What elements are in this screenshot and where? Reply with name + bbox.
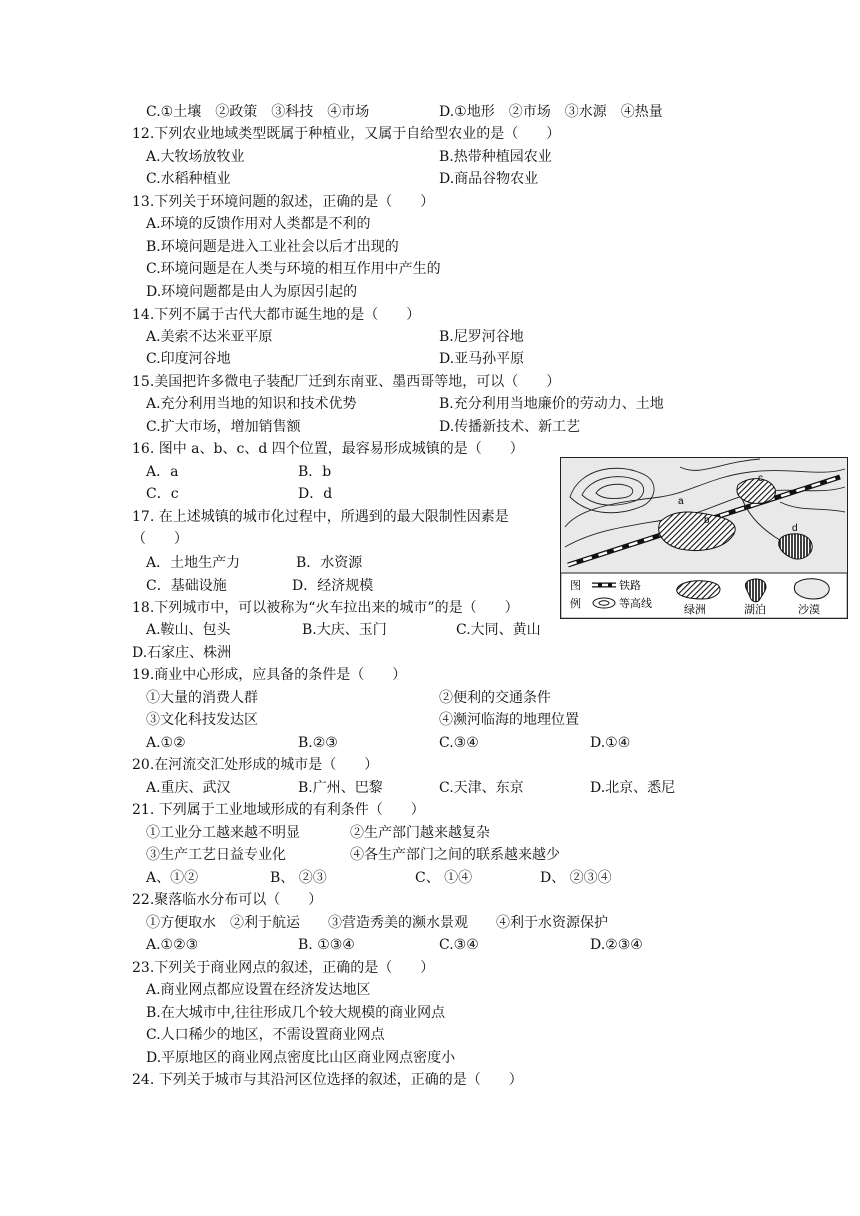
option-text: C.③④ [439, 735, 479, 751]
option-text: A.环境的反馈作用对人类都是不利的 [146, 216, 371, 232]
option-text: B.②③ [298, 735, 338, 751]
option-text: C.扩大市场，增加销售额 [146, 419, 301, 435]
option-text: C.①土壤 ②政策 ③科技 ④市场 [146, 104, 370, 120]
map-svg [560, 457, 848, 619]
question-text: 24. 下列关于城市与其沿河区位选择的叙述，正确的是（ ） [132, 1072, 523, 1088]
legend-railway-label: 铁路 [619, 579, 641, 592]
map-label-d: d [792, 523, 798, 534]
option-text: C、 ①④ [415, 870, 473, 886]
option-text: C．c [146, 486, 179, 502]
option-text: D.①④ [590, 735, 631, 751]
option-text: C.水稻种植业 [146, 171, 231, 187]
option-text: A.①② [146, 735, 186, 751]
oasis-c [737, 479, 775, 504]
legend-desert-icon [794, 579, 829, 599]
option-text: D.平原地区的商业网点密度比山区商业网点密度小 [146, 1050, 456, 1066]
option-text: A.商业网点都应设置在经济发达地区 [146, 982, 371, 998]
option-text: C.环境问题是在人类与环境的相互作用中产生的 [146, 261, 441, 277]
option-text: D.北京、悉尼 [590, 780, 676, 796]
question-text: 19.商业中心形成，应具备的条件是（ ） [132, 667, 407, 683]
option-text: D、 ②③④ [540, 870, 612, 886]
option-text: C.天津、东京 [439, 780, 524, 796]
map-label-b: b [704, 515, 710, 526]
legend-oasis-label: 绿洲 [684, 603, 706, 616]
option-text: ①工业分工越来越不明显 [146, 825, 300, 841]
option-text: ③文化科技发达区 [146, 712, 258, 728]
option-text: ④濒河临海的地理位置 [439, 712, 579, 728]
option-text: B.热带种植园农业 [439, 149, 552, 165]
option-text: B．水资源 [296, 555, 363, 571]
option-text: B、 ②③ [270, 870, 327, 886]
question-text: 17. 在上述城镇的城市化过程中，所遇到的最大限制性因素是 [132, 509, 509, 525]
option-text: C.大同、黄山 [456, 622, 541, 638]
option-text: B.充分利用当地廉价的劳动力、土地 [439, 396, 664, 412]
legend-desert-label: 沙漠 [798, 603, 820, 616]
question-text: 16. 图中 a、b、c、d 四个位置，最容易形成城镇的是（ ） [132, 441, 524, 457]
question-text: 18.下列城市中，可以被称为“火车拉出来的城市”的是（ ） [132, 600, 519, 616]
option-text: B. ①③④ [298, 937, 355, 953]
option-text: D.②③④ [590, 937, 643, 953]
question-text: 14.下列不属于古代大都市诞生地的是（ ） [132, 307, 421, 323]
question-text: 12.下列农业地域类型既属于种植业，又属于自给型农业的是（ ） [132, 126, 561, 142]
option-text: D.商品谷物农业 [439, 171, 539, 187]
legend-contour-label: 等高线 [619, 597, 652, 610]
option-text: A、①② [146, 870, 199, 886]
option-text: D.亚马孙平原 [439, 351, 525, 367]
question-text: 23.下列关于商业网点的叙述，正确的是（ ） [132, 960, 435, 976]
question-text: 21. 下列属于工业地域形成的有利条件（ ） [132, 802, 425, 818]
option-text: B.尼罗河谷地 [439, 329, 524, 345]
option-text: ③生产工艺日益专业化 [146, 847, 286, 863]
option-text: ②便利的交通条件 [439, 690, 551, 706]
option-text: A.鞍山、包头 [146, 622, 231, 638]
option-text: A.①②③ [146, 937, 199, 953]
question-text: 20.在河流交汇处形成的城市是（ ） [132, 757, 379, 773]
legend-title-2: 例 [570, 597, 581, 610]
option-text: C．基础设施 [146, 578, 227, 594]
option-text: D.传播新技术、新工艺 [439, 419, 581, 435]
question-text: 22.聚落临水分布可以（ ） [132, 892, 323, 908]
map-label-a: a [678, 496, 684, 507]
option-text: A.美索不达米亚平原 [146, 329, 273, 345]
question-text: 15.美国把许多微电子装配厂迁到东南亚、墨西哥等地，可以（ ） [132, 374, 561, 390]
option-text: B.大庆、玉门 [302, 622, 387, 638]
option-text: ②生产部门越来越复杂 [350, 825, 490, 841]
option-text: A．土地生产力 [146, 555, 241, 571]
option-text: D.环境问题都是由人为原因引起的 [146, 284, 358, 300]
legend-lake-label: 湖泊 [744, 603, 766, 616]
option-text: A.充分利用当地的知识和技术优势 [146, 396, 357, 412]
option-text: B．b [298, 464, 332, 480]
question-text: D.石家庄、株洲 [132, 645, 232, 661]
option-text: ①方便取水 ②利于航运 ③营造秀美的濒水景观 ④利于水资源保护 [146, 915, 608, 931]
option-text: ④各生产部门之间的联系越来越少 [350, 847, 560, 863]
option-text: B.在大城市中,往往形成几个较大规模的商业网点 [146, 1005, 446, 1021]
option-text: D．d [298, 486, 333, 502]
legend-oasis-icon [677, 581, 720, 599]
option-text: C.人口稀少的地区，不需设置商业网点 [146, 1027, 385, 1043]
option-text: D.①地形 ②市场 ③水源 ④热量 [439, 104, 663, 120]
option-text: D．经济规模 [292, 578, 374, 594]
oasis-map-figure [560, 457, 848, 619]
option-text: A．a [146, 464, 179, 480]
legend-title-1: 图 [570, 579, 581, 592]
option-text: A.大牧场放牧业 [146, 149, 245, 165]
option-text: B.广州、巴黎 [298, 780, 383, 796]
option-text: C.③④ [439, 937, 479, 953]
question-text: （ ） [132, 531, 188, 547]
option-text: A.重庆、武汉 [146, 780, 231, 796]
option-text: B.环境问题是进入工业社会以后才出现的 [146, 239, 399, 255]
option-text: C.印度河谷地 [146, 351, 231, 367]
option-text: ①大量的消费人群 [146, 690, 258, 706]
question-text: 13.下列关于环境问题的叙述，正确的是（ ） [132, 194, 435, 210]
map-label-c: c [758, 473, 763, 484]
